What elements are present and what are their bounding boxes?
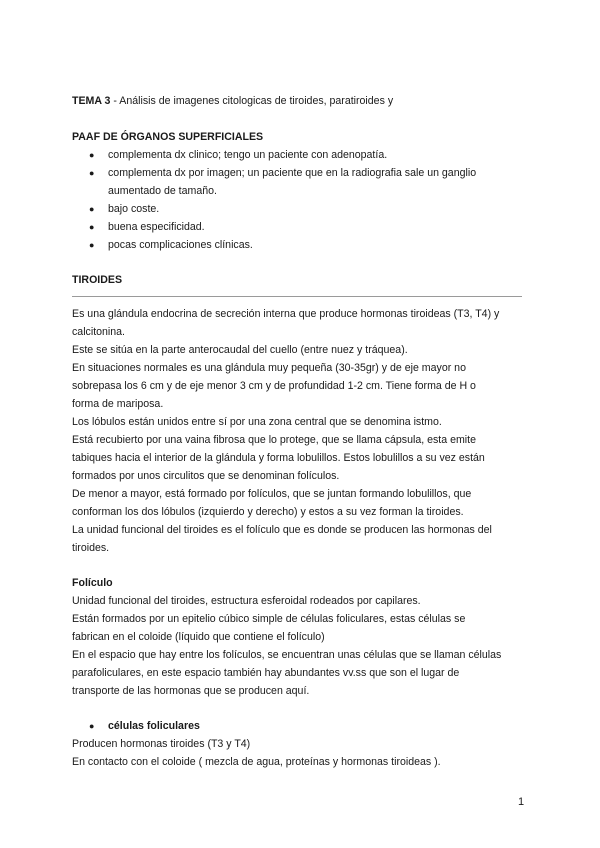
text-line: sobrepasa los 6 cm y de eje menor 3 cm y de profundidad 1-2 cm. Tiene forma de H o [72, 380, 476, 392]
tiroides-heading: TIROIDES [72, 274, 123, 286]
text-line: Es una glándula endocrina de secreción interna que produce hormonas tiroideas (T3, T4) y [72, 308, 500, 320]
paaf-bullet-1 [72, 146, 528, 164]
document-content [72, 92, 528, 771]
text-line: Unidad funcional del tiroides, estructura esferoidal rodeados por capilares. [72, 595, 421, 607]
paaf-bullet-list [72, 146, 528, 254]
foliculo-heading: Folículo [72, 577, 113, 589]
bullet-dot: ● [89, 204, 95, 214]
bullet-dot: ● [89, 222, 95, 232]
text-line: tabiques hacia el interior de la glándula y forma lobulillos. Estos lobulillos a su vez están [72, 452, 485, 464]
text-line: formados por unos circulitos que se denominan folículos. [72, 470, 340, 482]
page-number: 1 [518, 796, 525, 808]
celulas-paragraph [72, 735, 528, 771]
text-line: fabrican en el coloide (líquido que contiene el folículo) [72, 631, 325, 643]
paaf-bullet-5 [72, 236, 528, 254]
text-line: tiroides. [72, 542, 110, 554]
bullet-text: bajo coste. [108, 203, 160, 215]
bullet-dot: ● [89, 240, 95, 250]
text-line: transporte de las hormonas que se producen aquí. [72, 685, 310, 697]
text-line: Este se sitúa en la parte anterocaudal del cuello (entre nuez y tráquea). [72, 344, 408, 356]
text-line: forma de mariposa. [72, 398, 164, 410]
text-line: En contacto con el coloide ( mezcla de agua, proteínas y hormonas tiroideas ). [72, 756, 441, 768]
bullet-text: buena especificidad. [108, 221, 205, 233]
bullet-dot: ● [89, 721, 95, 731]
bullet-text: células foliculares [108, 720, 200, 732]
text-line: Están formados por un epitelio cúbico simple de células foliculares, estas células se [72, 613, 466, 625]
celulas-bullet-list [72, 717, 528, 735]
text-line: Producen hormonas tiroides (T3 y T4) [72, 738, 251, 750]
text-line: La unidad funcional del tiroides es el folículo que es donde se producen las hormonas del [72, 524, 492, 536]
paaf-bullet-3 [72, 200, 528, 218]
bullet-text-continued: aumentado de tamaño. [108, 185, 217, 197]
text-line: parafoliculares, en este espacio también hay abundantes vv.ss que son el lugar de [72, 667, 460, 679]
text-line: calcitonina. [72, 326, 125, 338]
text-line: Los lóbulos están unidos entre sí por una zona central que se denomina istmo. [72, 416, 442, 428]
title-text: - Análisis de imagenes citologicas de tiroides, paratiroides y [110, 95, 394, 107]
text-line: De menor a mayor, está formado por folículos, que se juntan formando lobulillos, que [72, 488, 472, 500]
celulas-foliculares-bullet [72, 717, 528, 735]
paaf-bullet-4 [72, 218, 528, 236]
bullet-text: pocas complicaciones clínicas. [108, 239, 253, 251]
tiroides-paragraph [72, 305, 528, 557]
title-topic-number: TEMA 3 [72, 95, 111, 107]
foliculo-paragraph [72, 592, 528, 700]
text-line: Está recubierto por una vaina fibrosa que lo protege, que se llama cápsula, esta emite [72, 434, 476, 446]
bullet-text: complementa dx por imagen; un paciente que en la radiografia sale un ganglio [108, 167, 477, 179]
section-divider [72, 296, 522, 297]
document-title [72, 92, 528, 110]
text-line: conforman los dos lóbulos (izquierdo y derecho) y estos a su vez forman la tiroides. [72, 506, 464, 518]
paaf-heading: PAAF DE ÓRGANOS SUPERFICIALES [72, 131, 264, 143]
bullet-dot: ● [89, 168, 95, 178]
text-line: En situaciones normales es una glándula muy pequeña (30-35gr) y de eje mayor no [72, 362, 466, 374]
text-line: En el espacio que hay entre los folículos, se encuentran unas células que se llaman células [72, 649, 502, 661]
paaf-bullet-2 [72, 164, 528, 200]
bullet-dot: ● [89, 150, 95, 160]
bullet-text: complementa dx clinico; tengo un paciente con adenopatía. [108, 149, 388, 161]
